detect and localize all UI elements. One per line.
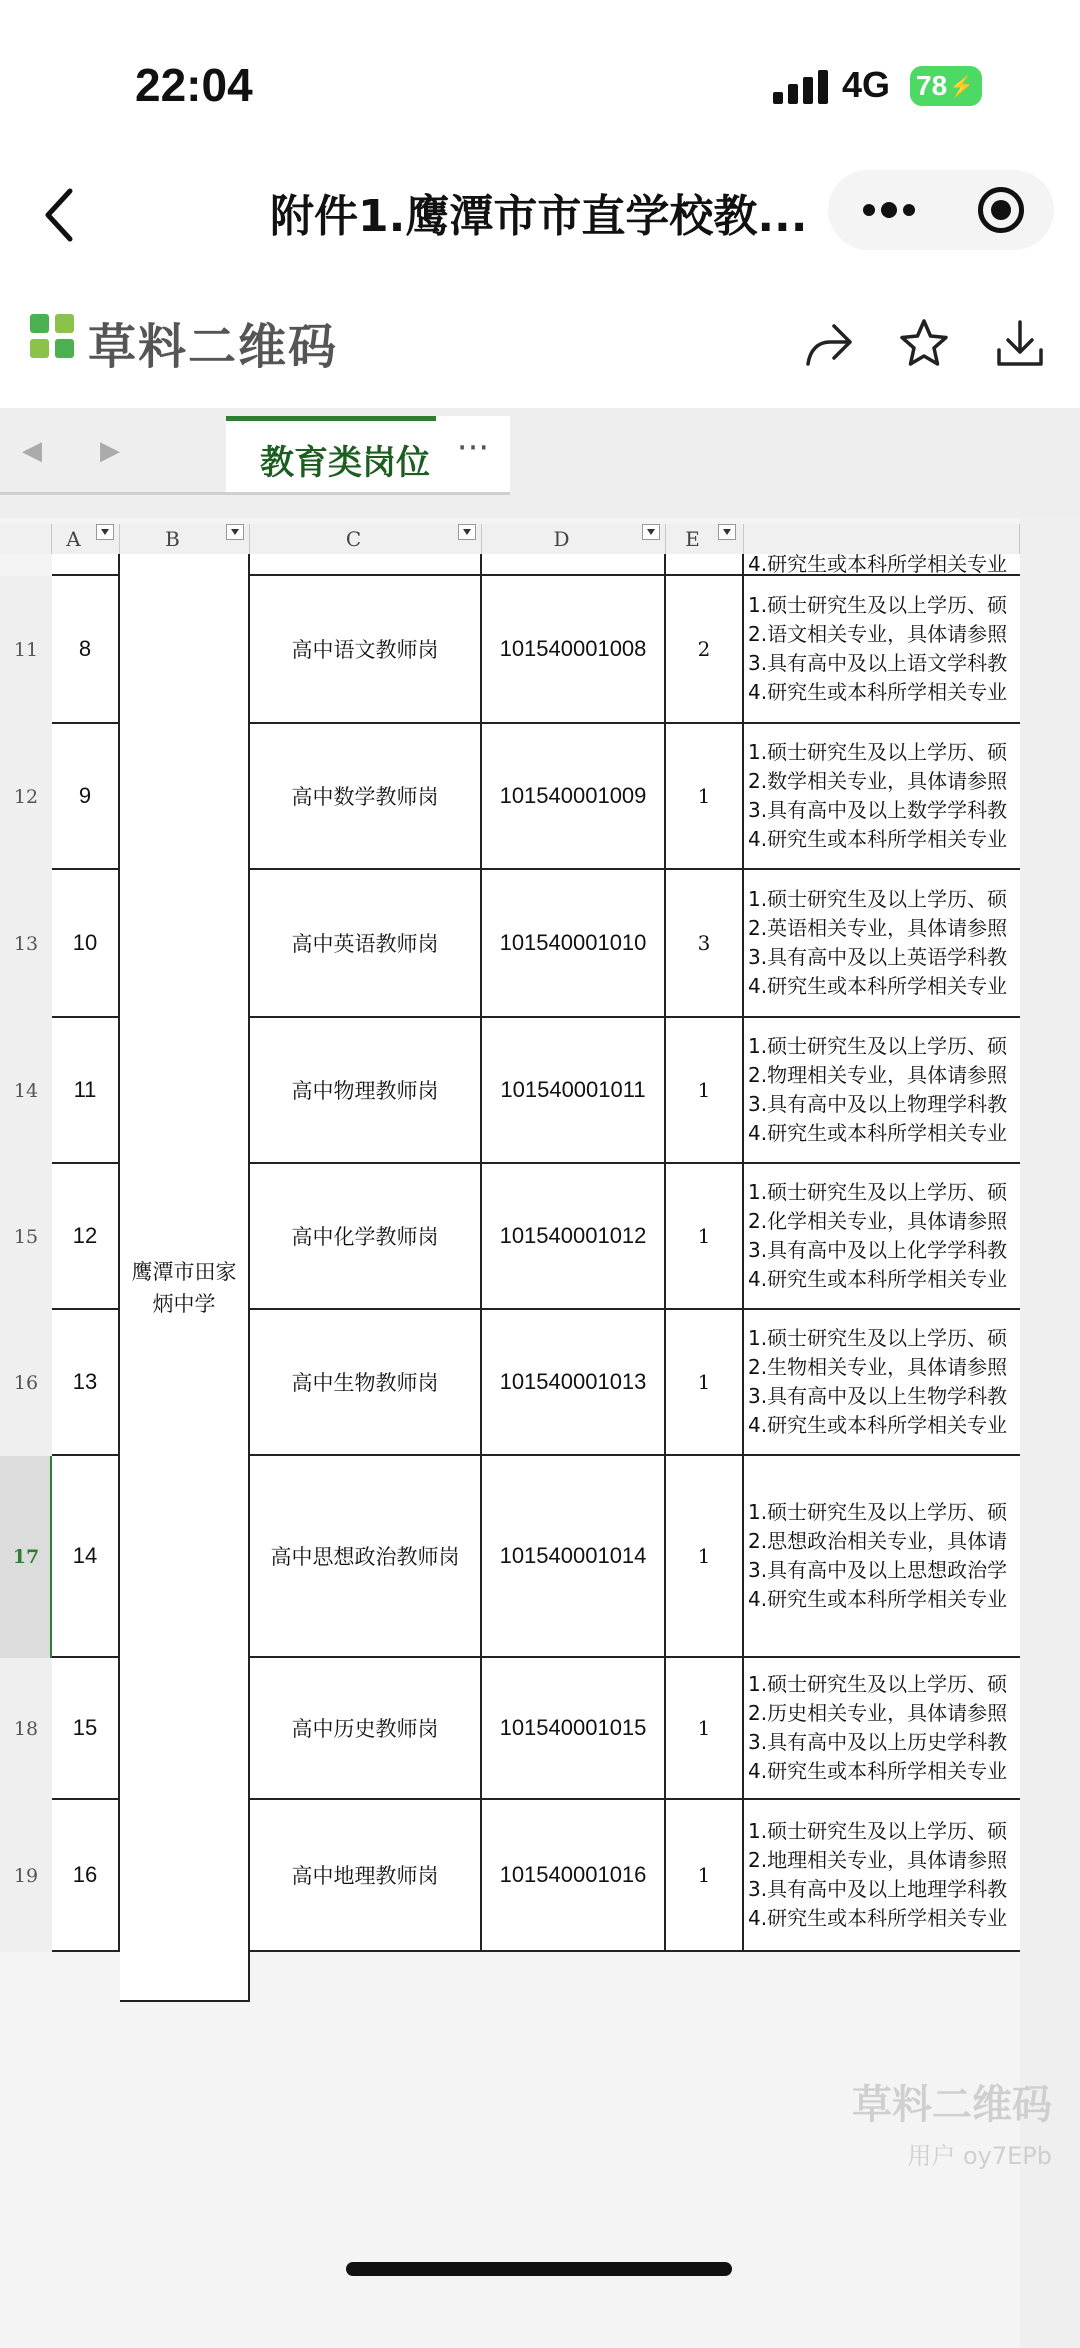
requirement-line: 4.研究生或本科所学相关专业 xyxy=(748,1587,1008,1611)
cell-position-name[interactable]: 高中语文教师岗 xyxy=(250,576,482,724)
cell-serial[interactable]: 16 xyxy=(52,1800,120,1952)
cell-serial[interactable]: 8 xyxy=(52,576,120,724)
cell-headcount[interactable]: 1 xyxy=(666,1164,744,1310)
cell-position-name[interactable]: 高中历史教师岗 xyxy=(250,1658,482,1800)
cell-headcount[interactable]: 3 xyxy=(666,870,744,1018)
cell-serial[interactable]: 15 xyxy=(52,1658,120,1800)
cell-position-name[interactable]: 高中化学教师岗 xyxy=(250,1164,482,1310)
requirement-line: 3.具有高中及以上数学学科教 xyxy=(748,798,1008,822)
requirement-lines xyxy=(748,885,1007,1001)
cell-headcount[interactable]: 1 xyxy=(666,1800,744,1952)
requirement-line: 1.硕士研究生及以上学历、硕 xyxy=(748,1500,1008,1524)
requirement-line: 2.化学相关专业，具体请参照 xyxy=(748,1209,1008,1233)
requirement-line: 2.英语相关专业，具体请参照 xyxy=(748,916,1008,940)
watermark xyxy=(822,2073,1052,2171)
star-icon[interactable] xyxy=(896,316,952,372)
requirement-line: 2.历史相关专业，具体请参照 xyxy=(748,1701,1008,1725)
filter-dropdown-icon[interactable] xyxy=(96,524,114,540)
requirement-line: 4.研究生或本科所学相关专业 xyxy=(748,827,1008,851)
requirement-line: 3.具有高中及以上语文学科教 xyxy=(748,651,1008,675)
row-number[interactable]: 14 xyxy=(0,1018,52,1164)
requirement-line: 4.研究生或本科所学相关专业 xyxy=(748,680,1008,704)
cell-serial[interactable]: 12 xyxy=(52,1164,120,1310)
tab-divider xyxy=(0,492,510,495)
cell-requirements[interactable] xyxy=(744,1310,1020,1456)
share-icon[interactable] xyxy=(800,316,856,372)
column-header-c[interactable] xyxy=(250,524,482,554)
requirement-line: 4.研究生或本科所学相关专业 xyxy=(748,1906,1008,1930)
requirement-line: 2.生物相关专业，具体请参照 xyxy=(748,1355,1008,1379)
row-number[interactable]: 18 xyxy=(0,1658,52,1800)
cell-position-code[interactable]: 101540001010 xyxy=(482,870,666,1018)
requirement-line: 3.具有高中及以上思想政治学 xyxy=(748,1558,1008,1582)
column-label: B xyxy=(165,527,180,551)
requirement-line: 2.数学相关专业，具体请参照 xyxy=(748,769,1008,793)
column-label: D xyxy=(553,527,570,551)
partial-cell[interactable] xyxy=(250,554,482,576)
requirement-line: 3.具有高中及以上生物学科教 xyxy=(748,1384,1008,1408)
partial-cell[interactable] xyxy=(120,554,250,576)
requirement-lines xyxy=(748,1670,1007,1786)
close-target-icon[interactable] xyxy=(978,187,1024,233)
row-number[interactable]: 15 xyxy=(0,1164,52,1310)
requirement-line: 1.硕士研究生及以上学历、硕 xyxy=(748,887,1008,911)
column-header-d[interactable] xyxy=(482,524,666,554)
brand-bar xyxy=(0,280,1080,408)
brand-name: 草料二维码 xyxy=(88,319,339,375)
cell-position-name[interactable]: 高中物理教师岗 xyxy=(250,1018,482,1164)
partial-requirement-cell[interactable] xyxy=(744,554,1020,576)
cell-position-name[interactable]: 高中英语教师岗 xyxy=(250,870,482,1018)
school-name: 鹰潭市田家炳中学 xyxy=(131,1260,237,1316)
partial-cell[interactable] xyxy=(52,554,120,576)
requirement-line: 1.硕士研究生及以上学历、硕 xyxy=(748,1672,1008,1696)
cell-requirements[interactable] xyxy=(744,1456,1020,1658)
cell-requirements[interactable] xyxy=(744,1658,1020,1800)
row-number[interactable]: 13 xyxy=(0,870,52,1018)
spreadsheet-area[interactable] xyxy=(0,518,1080,2348)
cell-position-code[interactable]: 101540001015 xyxy=(482,1658,666,1800)
requirement-fragment: 4.研究生或本科所学相关专业 xyxy=(748,554,1008,576)
requirement-line: 4.研究生或本科所学相关专业 xyxy=(748,974,1008,998)
column-header-f[interactable] xyxy=(744,524,1020,554)
requirement-line: 2.语文相关专业，具体请参照 xyxy=(748,622,1008,646)
requirement-lines xyxy=(748,591,1007,707)
column-label: E xyxy=(685,527,700,551)
download-icon[interactable] xyxy=(992,316,1048,372)
cell-serial[interactable]: 10 xyxy=(52,870,120,1018)
cell-requirements[interactable] xyxy=(744,1018,1020,1164)
row-number[interactable]: 16 xyxy=(0,1310,52,1456)
cell-position-code[interactable]: 101540001012 xyxy=(482,1164,666,1310)
cell-position-code[interactable]: 101540001014 xyxy=(482,1456,666,1658)
cell-requirements[interactable] xyxy=(744,870,1020,1018)
cell-headcount[interactable]: 1 xyxy=(666,724,744,870)
page-title: 附件1.鹰潭市市直学校教... xyxy=(270,191,808,242)
requirement-line: 3.具有高中及以上物理学科教 xyxy=(748,1092,1008,1116)
filter-dropdown-icon[interactable] xyxy=(226,524,244,540)
requirement-line: 4.研究生或本科所学相关专业 xyxy=(748,1413,1008,1437)
row-number[interactable]: 19 xyxy=(0,1800,52,1952)
partial-cell[interactable] xyxy=(666,554,744,576)
tab-education-positions[interactable]: 教育类岗位 xyxy=(226,416,436,492)
partial-cell[interactable] xyxy=(482,554,666,576)
requirement-line: 4.研究生或本科所学相关专业 xyxy=(748,1121,1008,1145)
requirement-line: 1.硕士研究生及以上学历、硕 xyxy=(748,1819,1008,1843)
requirement-line: 1.硕士研究生及以上学历、硕 xyxy=(748,1326,1008,1350)
cell-requirements[interactable] xyxy=(744,1800,1020,1952)
cell-headcount[interactable]: 2 xyxy=(666,576,744,724)
row-number[interactable]: 17 xyxy=(0,1456,52,1658)
battery-icon: 78 ⚡ xyxy=(910,66,982,106)
status-bar xyxy=(0,0,1080,150)
requirement-line: 3.具有高中及以上历史学科教 xyxy=(748,1730,1008,1754)
requirement-line: 2.物理相关专业，具体请参照 xyxy=(748,1063,1008,1087)
requirement-line: 1.硕士研究生及以上学历、硕 xyxy=(748,593,1008,617)
battery-level: 78 xyxy=(916,70,948,101)
row-number[interactable]: 12 xyxy=(0,724,52,870)
back-arrow-icon[interactable] xyxy=(40,185,80,245)
more-options-icon[interactable] xyxy=(863,196,915,224)
requirement-lines xyxy=(748,1178,1007,1294)
cell-requirements[interactable] xyxy=(744,1164,1020,1310)
home-indicator[interactable] xyxy=(346,2262,732,2276)
requirement-line: 4.研究生或本科所学相关专业 xyxy=(748,1267,1008,1291)
cell-position-code[interactable]: 101540001013 xyxy=(482,1310,666,1456)
cell-position-name[interactable]: 高中数学教师岗 xyxy=(250,724,482,870)
requirement-lines xyxy=(748,1817,1007,1933)
cell-serial[interactable]: 14 xyxy=(52,1456,120,1658)
filter-dropdown-icon[interactable] xyxy=(458,524,476,540)
signal-icon xyxy=(773,70,829,104)
watermark-user: 用户 oy7EPb xyxy=(907,2142,1052,2170)
cell-position-name[interactable]: 高中思想政治教师岗 xyxy=(250,1456,482,1658)
requirement-lines xyxy=(748,738,1007,854)
column-label: C xyxy=(345,527,362,551)
tab-prev-icon[interactable]: ◀ xyxy=(22,436,42,466)
cell-position-code[interactable]: 101540001008 xyxy=(482,576,666,724)
requirement-line: 3.具有高中及以上地理学科教 xyxy=(748,1877,1008,1901)
cell-headcount[interactable]: 1 xyxy=(666,1018,744,1164)
requirement-lines xyxy=(748,1032,1007,1148)
cell-serial[interactable]: 13 xyxy=(52,1310,120,1456)
cell-headcount[interactable]: 1 xyxy=(666,1310,744,1456)
tab-next-icon[interactable]: ▶ xyxy=(100,436,120,466)
caoliao-logo-icon xyxy=(30,314,76,360)
requirement-line: 1.硕士研究生及以上学历、硕 xyxy=(748,740,1008,764)
watermark-brand: 草料二维码 xyxy=(852,2082,1052,2128)
row-number[interactable]: 11 xyxy=(0,576,52,724)
requirement-line: 3.具有高中及以上化学学科教 xyxy=(748,1238,1008,1262)
network-type: 4G xyxy=(842,64,891,105)
requirement-line: 1.硕士研究生及以上学历、硕 xyxy=(748,1180,1008,1204)
sheet-tab-bar xyxy=(0,408,1080,518)
requirement-lines xyxy=(748,1498,1007,1614)
tab-more-button[interactable]: ··· xyxy=(436,416,510,492)
cell-position-code[interactable]: 101540001016 xyxy=(482,1800,666,1952)
requirement-line: 3.具有高中及以上英语学科教 xyxy=(748,945,1008,969)
requirement-line: 2.思想政治相关专业，具体请 xyxy=(748,1529,1008,1553)
cell-serial[interactable]: 9 xyxy=(52,724,120,870)
requirement-line: 2.地理相关专业，具体请参照 xyxy=(748,1848,1008,1872)
mini-program-capsule xyxy=(828,170,1054,250)
cell-position-code[interactable]: 101540001011 xyxy=(482,1018,666,1164)
cell-position-code[interactable]: 101540001009 xyxy=(482,724,666,870)
cell-headcount[interactable]: 1 xyxy=(666,1658,744,1800)
column-label: A xyxy=(66,527,81,551)
cell-position-name[interactable]: 高中地理教师岗 xyxy=(250,1800,482,1952)
cell-serial[interactable]: 11 xyxy=(52,1018,120,1164)
cell-headcount[interactable]: 1 xyxy=(666,1456,744,1658)
filter-dropdown-icon[interactable] xyxy=(642,524,660,540)
cell-requirements[interactable] xyxy=(744,576,1020,724)
status-time: 22:04 xyxy=(135,59,253,111)
requirement-line: 4.研究生或本科所学相关专业 xyxy=(748,1759,1008,1783)
school-merged-cell[interactable] xyxy=(120,576,250,2002)
requirement-lines xyxy=(748,1324,1007,1440)
title-bar xyxy=(0,150,1080,270)
corner-header xyxy=(0,524,52,554)
cell-position-name[interactable]: 高中生物教师岗 xyxy=(250,1310,482,1456)
requirement-line: 1.硕士研究生及以上学历、硕 xyxy=(748,1034,1008,1058)
filter-dropdown-icon[interactable] xyxy=(718,524,736,540)
cell-requirements[interactable] xyxy=(744,724,1020,870)
